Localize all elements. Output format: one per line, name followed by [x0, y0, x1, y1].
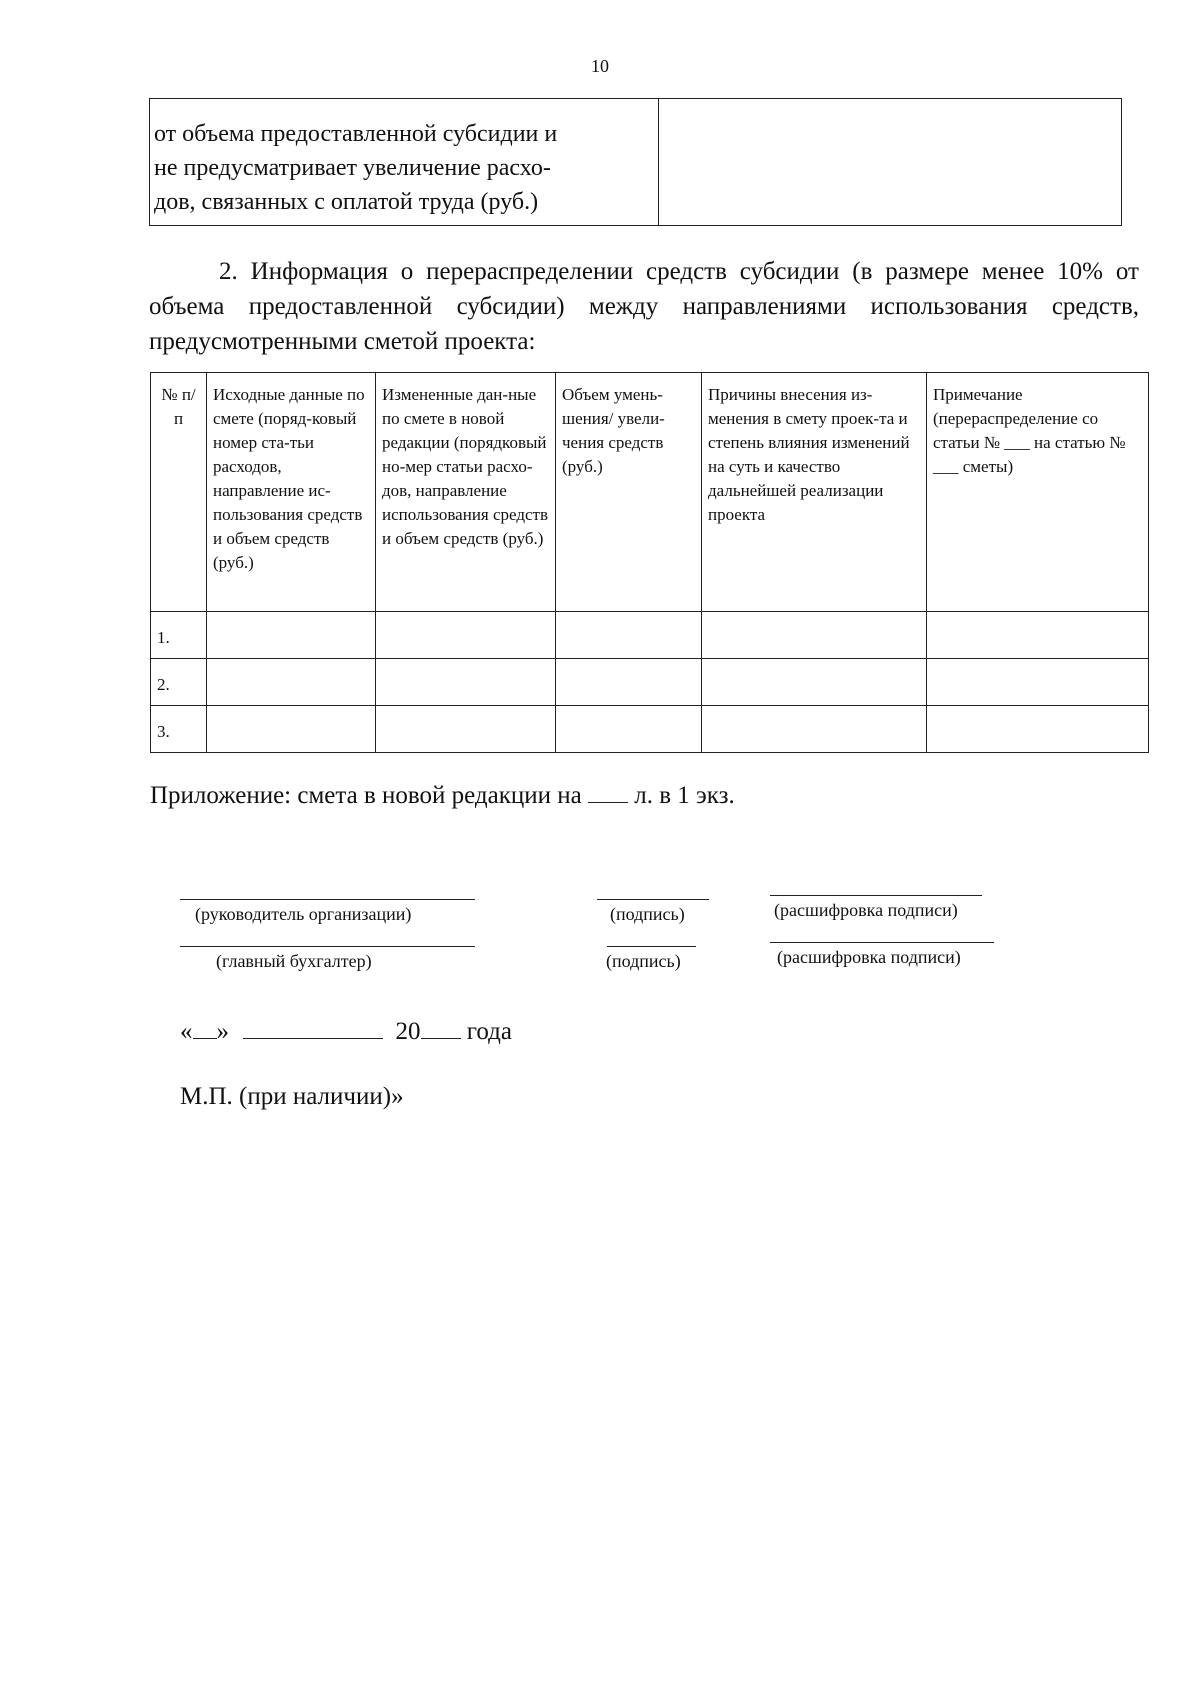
head-decoding-label: (расшифровка подписи) [774, 900, 958, 920]
table-cell [207, 659, 376, 706]
table-cell [207, 706, 376, 753]
header-volume-change: Объем умень-шения/ увели-чения средств (руб.) [556, 373, 702, 612]
accountant-decoding-label: (расшифровка подписи) [777, 947, 961, 967]
accountant-decoding-line [770, 942, 994, 943]
date-line [180, 1016, 512, 1046]
section2-paragraph: 2. Информация о перераспределении средств субсидии (в размере менее 10% от объема предоставленной субсидии) между направлениями использования средств, предусмотренными сметой проекта: [149, 258, 1139, 355]
continuation-line: от объема предоставленной субсидии и [154, 121, 558, 147]
table-cell [702, 659, 927, 706]
date-close-quote: » [216, 1018, 229, 1045]
table-header-row [151, 373, 1149, 612]
head-decoding-line [770, 895, 982, 896]
table-cell [376, 659, 556, 706]
table-cell [927, 659, 1149, 706]
continuation-table [149, 98, 1122, 226]
row-number: 2. [151, 659, 207, 706]
header-reasons: Причины внесения из-менения в смету проек-та и степень влияния изменений на суть и качество дальнейшей реализации проекта [702, 373, 927, 612]
month-blank [243, 1016, 383, 1039]
accountant-label: (главный бухгалтер) [216, 951, 372, 971]
table-row [151, 659, 1149, 706]
table-cell [556, 659, 702, 706]
header-number: № п/п [151, 373, 207, 612]
year-blank [421, 1016, 461, 1039]
table-cell [207, 612, 376, 659]
page-number: 10 [591, 56, 609, 76]
head-signature-label: (подпись) [610, 904, 685, 924]
day-blank [193, 1016, 217, 1039]
date-open-quote: « [180, 1018, 193, 1045]
table-cell [927, 612, 1149, 659]
header-note: Примечание (перераспределение со статьи № ___ на статью № ___ сметы) [927, 373, 1149, 612]
table-cell [556, 706, 702, 753]
attachment-line [150, 780, 735, 810]
continuation-line: дов, связанных с оплатой труда (руб.) [154, 189, 539, 215]
header-changed-data: Измененные дан-ные по смете в новой редакции (порядковый но-мер статьи расхо-дов, направление использования средств и объем средств (руб.) [376, 373, 556, 612]
attachment-suffix: л. в 1 экз. [634, 782, 735, 809]
table-row [151, 706, 1149, 753]
table-cell [376, 706, 556, 753]
accountant-signature-line [180, 946, 475, 947]
continuation-line: не предусматривает увеличение расхо- [154, 155, 551, 181]
continuation-right-cell [659, 99, 1122, 226]
table-cell [702, 706, 927, 753]
table-cell [927, 706, 1149, 753]
redistribution-table [150, 372, 1149, 753]
attachment-prefix: Приложение: смета в новой редакции на [150, 782, 582, 809]
year-prefix: 20 [395, 1018, 421, 1045]
row-number: 3. [151, 706, 207, 753]
table-cell [556, 612, 702, 659]
row-number: 1. [151, 612, 207, 659]
head-label: (руководитель организации) [195, 904, 412, 924]
year-suffix: года [466, 1018, 512, 1045]
accountant-signature-label: (подпись) [606, 951, 681, 971]
table-row [151, 612, 1149, 659]
head-sign-line [597, 899, 709, 900]
sheet-count-blank [588, 780, 628, 803]
continuation-left-cell [150, 99, 659, 226]
head-signature-line [180, 899, 475, 900]
header-original-data: Исходные данные по смете (поряд-ковый номер ста-тьи расходов, направление ис-пользования средств и объем средств (руб.) [207, 373, 376, 612]
table-cell [376, 612, 556, 659]
table-cell [702, 612, 927, 659]
accountant-sign-line [607, 946, 696, 947]
stamp-text: М.П. (при наличии)» [180, 1083, 404, 1110]
